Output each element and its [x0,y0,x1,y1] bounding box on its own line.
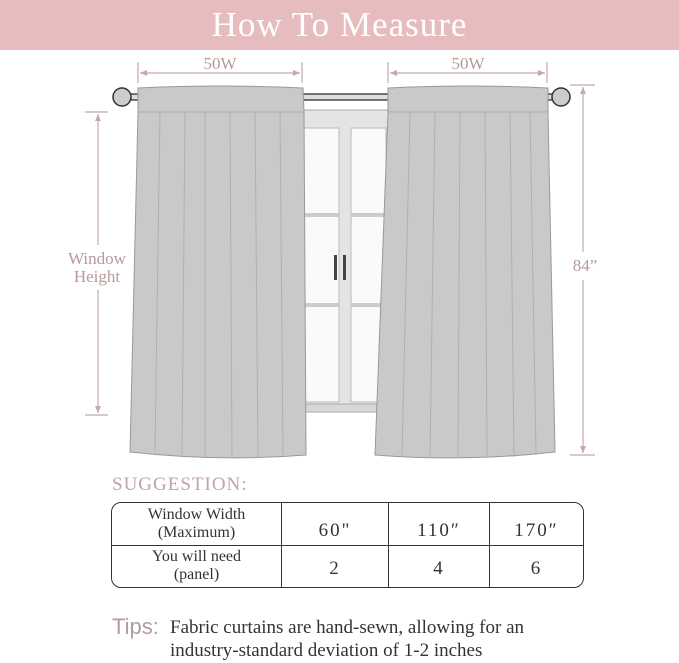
table-row [112,546,583,587]
table-cell: 170″ [490,503,583,546]
tips-label: Tips: [112,614,159,639]
window-height-line2: Height [73,267,121,286]
table-cell: 4 [389,546,490,587]
right-curtain-panel [375,86,555,458]
table-row [112,503,583,546]
page-title: How To Measure [211,5,468,44]
left-curtain-panel [130,86,306,458]
right-panel-width-label: 50W [451,54,485,73]
table-cell: 110″ [389,503,490,546]
tips-line: Fabric curtains are hand-sewn, allowing for an [170,617,525,638]
length-label: 84” [565,257,605,275]
suggestion-table [111,502,584,588]
row-label: You will need (panel) [112,546,282,587]
table-cell: 60" [282,503,389,546]
left-panel-width-label: 50W [203,54,237,73]
tips-text [170,616,630,662]
table-cell: 6 [530,558,543,580]
suggestion-title: SUGGESTION: [112,474,248,495]
table-cell: 2 [282,546,389,587]
tips-line: industry-standard deviation of 1-2 inches [170,640,483,661]
window-height-line1: Window [68,249,126,268]
window-height-label [52,250,142,286]
row-label: Window Width (Maximum) [112,503,282,546]
